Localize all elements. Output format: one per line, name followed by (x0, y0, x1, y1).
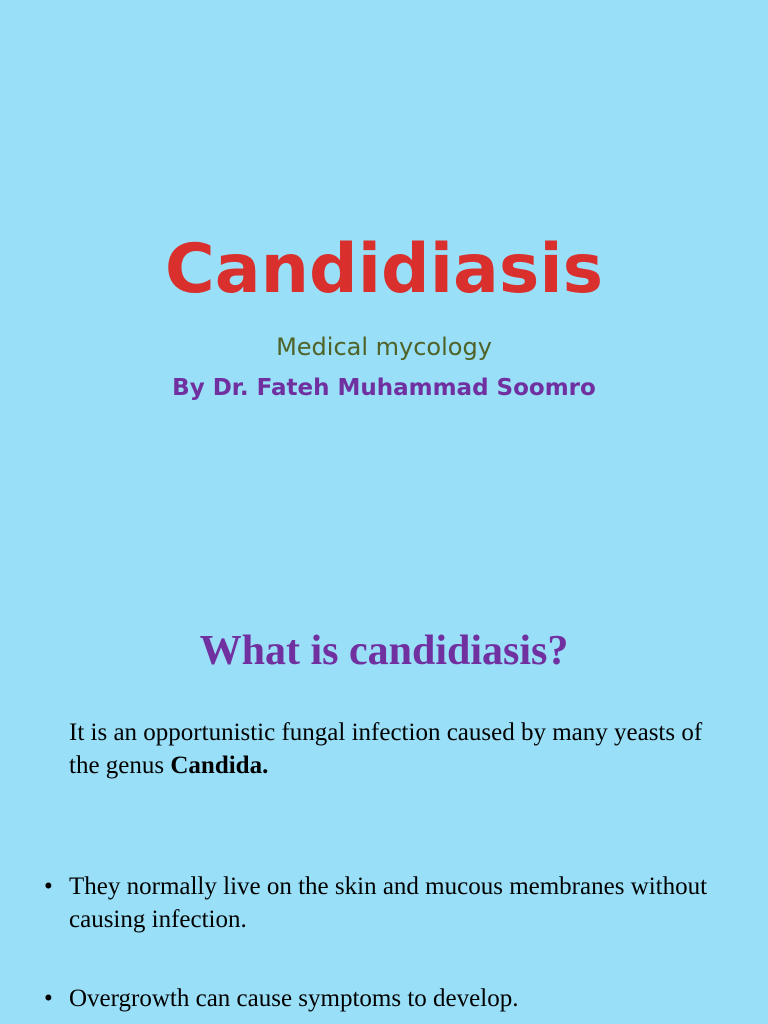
intro-paragraph (69, 716, 729, 782)
bullet-item (44, 982, 734, 1015)
bullet-item (44, 870, 734, 936)
slide-title: Candidiasis (164, 230, 604, 309)
intro-text: It is an opportunistic fungal infection caused by many yeasts of the genus (69, 719, 703, 779)
slide-author: By Dr. Fateh Muhammad Soomro (172, 375, 596, 401)
bullet-marker: • (44, 873, 53, 900)
slide-subtitle: Medical mycology (276, 333, 492, 361)
bullet-text: Overgrowth can cause symptoms to develop. (69, 985, 519, 1012)
bullet-text: They normally live on the skin and mucous membranes without causing infection. (69, 873, 708, 933)
section-heading: What is candidiasis? (199, 628, 569, 674)
intro-bold-term: Candida. (170, 752, 269, 779)
bullet-marker: • (44, 985, 53, 1012)
